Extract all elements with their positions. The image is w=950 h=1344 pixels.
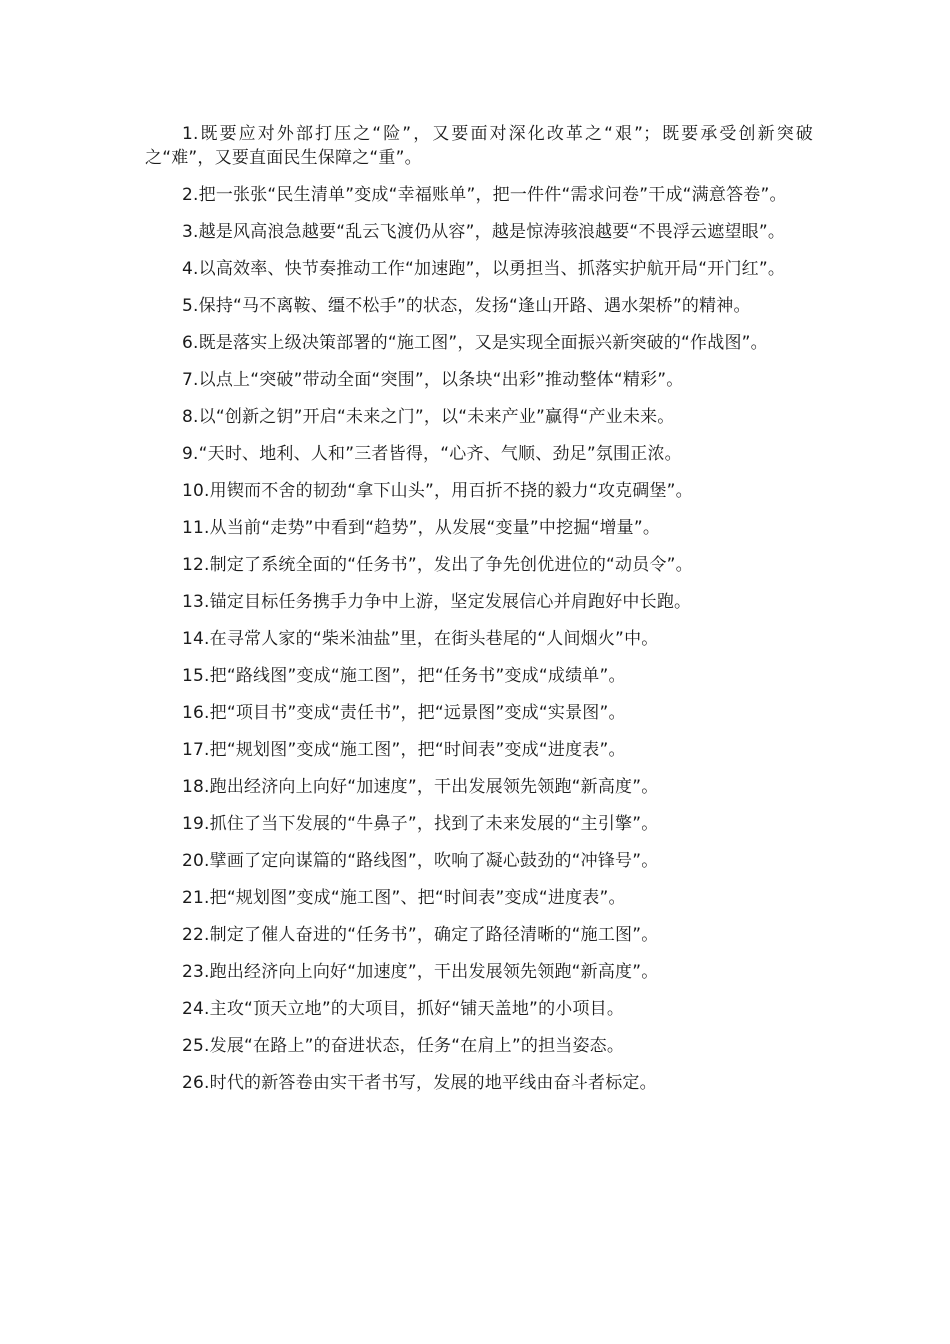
paragraph-7: 7.以点上“突破”带动全面“突围”，以条块“出彩”推动整体“精彩”。: [182, 370, 684, 390]
paragraph-25: 25.发展“在路上”的奋进状态，任务“在肩上”的担当姿态。: [182, 1036, 625, 1056]
paragraph-4: 4.以高效率、快节奏推动工作“加速跑”，以勇担当、抓落实护航开局“开门红”。: [182, 259, 786, 279]
paragraph-17: 17.把“规划图”变成“施工图”，把“时间表”变成“进度表”。: [182, 740, 626, 760]
paragraph-21: 21.把“规划图”变成“施工图”、把“时间表”变成“进度表”。: [182, 888, 626, 908]
paragraph-20: 20.擘画了定向谋篇的“路线图”，吹响了凝心鼓劲的“冲锋号”。: [182, 851, 659, 871]
paragraph-14: 14.在寻常人家的“柴米油盐”里，在街头巷尾的“人间烟火”中。: [182, 629, 659, 649]
paragraph-1: 1.既要应对外部打压之“险”，又要面对深化改革之“艰”；既要承受创新突破之“难”，又要直面民生保障之“重”。: [145, 124, 813, 168]
paragraph-5: 5.保持“马不离鞍、缰不松手”的状态，发扬“逢山开路、遇水架桥”的精神。: [182, 296, 751, 316]
paragraph-12: 12.制定了系统全面的“任务书”，发出了争先创优进位的“动员令”。: [182, 555, 693, 575]
paragraph-19: 19.抓住了当下发展的“牛鼻子”，找到了未来发展的“主引擎”。: [182, 814, 659, 834]
paragraph-18: 18.跑出经济向上向好“加速度”，干出发展领先领跑“新高度”。: [182, 777, 659, 797]
paragraph-8: 8.以“创新之钥”开启“未来之门”，以“未来产业”赢得“产业未来。: [182, 407, 675, 427]
paragraph-22: 22.制定了催人奋进的“任务书”，确定了路径清晰的“施工图”。: [182, 925, 659, 945]
paragraph-10: 10.用锲而不舍的韧劲“拿下山头”，用百折不挠的毅力“攻克碉堡”。: [182, 481, 693, 501]
paragraph-24: 24.主攻“顶天立地”的大项目，抓好“铺天盖地”的小项目。: [182, 999, 625, 1019]
paragraph-15: 15.把“路线图”变成“施工图”，把“任务书”变成“成绩单”。: [182, 666, 626, 686]
paragraph-9: 9.“天时、地利、人和”三者皆得，“心齐、气顺、劲足”氛围正浓。: [182, 444, 682, 464]
paragraph-16: 16.把“项目书”变成“责任书”，把“远景图”变成“实景图”。: [182, 703, 626, 723]
document-body: [145, 122, 813, 1108]
paragraph-6: 6.既是落实上级决策部署的“施工图”，又是实现全面振兴新突破的“作战图”。: [182, 333, 768, 353]
paragraph-13: 13.锚定目标任务携手力争中上游，坚定发展信心并肩跑好中长跑。: [182, 592, 692, 612]
paragraph-2: 2.把一张张“民生清单”变成“幸福账单”，把一件件“需求问卷”干成“满意答卷”。: [182, 185, 787, 205]
paragraph-3: 3.越是风高浪急越要“乱云飞渡仍从容”，越是惊涛骇浪越要“不畏浮云遮望眼”。: [182, 222, 786, 242]
paragraph-26: 26.时代的新答卷由实干者书写，发展的地平线由奋斗者标定。: [182, 1073, 657, 1093]
paragraph-23: 23.跑出经济向上向好“加速度”，干出发展领先领跑“新高度”。: [182, 962, 659, 982]
paragraph-11: 11.从当前“走势”中看到“趋势”，从发展“变量”中挖掘“增量”。: [182, 518, 661, 538]
